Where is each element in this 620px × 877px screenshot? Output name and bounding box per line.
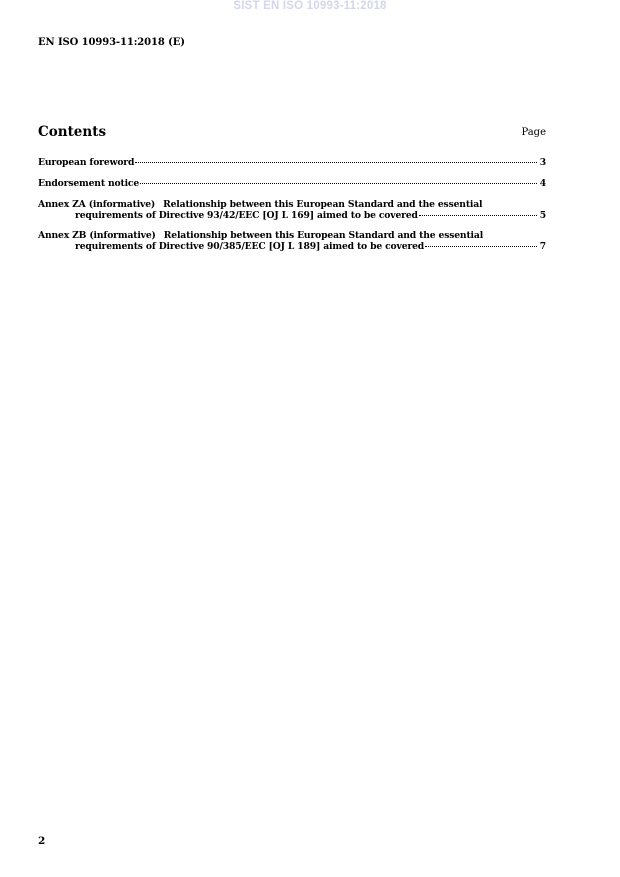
toc-entry-page: 5 <box>539 210 546 221</box>
toc-entry-page: 3 <box>539 157 546 168</box>
leader-dots <box>140 183 537 184</box>
annex-title-line2: requirements of Directive 93/42/EEC [OJ L 169] aimed to be covered <box>75 210 418 221</box>
leader-dots <box>425 246 537 247</box>
page-column-label: Page <box>521 127 546 138</box>
annex-title-line1: Relationship between this European Standard and the essential <box>163 199 483 210</box>
toc-entry-title: European foreword <box>38 157 135 168</box>
toc-entry-annex-za[interactable] <box>38 199 546 221</box>
toc-entry-annex-zb[interactable] <box>38 230 546 252</box>
contents-title: Contents <box>38 124 107 140</box>
toc-entry-page: 7 <box>539 241 546 252</box>
table-of-contents <box>38 157 546 252</box>
toc-entry-page: 4 <box>539 178 546 189</box>
watermark: SIST EN ISO 10993-11:2018 <box>233 0 387 12</box>
annex-label: Annex ZB (informative) <box>38 230 156 241</box>
annex-title-line1: Relationship between this European Standard and the essential <box>163 230 484 241</box>
annex-title-line2: requirements of Directive 90/385/EEC [OJ L 189] aimed to be covered <box>75 241 425 252</box>
toc-entry-endorsement-notice[interactable] <box>38 178 546 189</box>
document-id: EN ISO 10993-11:2018 (E) <box>38 37 185 48</box>
contents-header <box>38 124 546 144</box>
page-number: 2 <box>38 835 46 847</box>
annex-label: Annex ZA (informative) <box>38 199 156 210</box>
toc-entry-european-foreword[interactable] <box>38 157 546 168</box>
leader-dots <box>419 215 537 216</box>
leader-dots <box>135 162 537 163</box>
toc-entry-title: Endorsement notice <box>38 178 140 189</box>
